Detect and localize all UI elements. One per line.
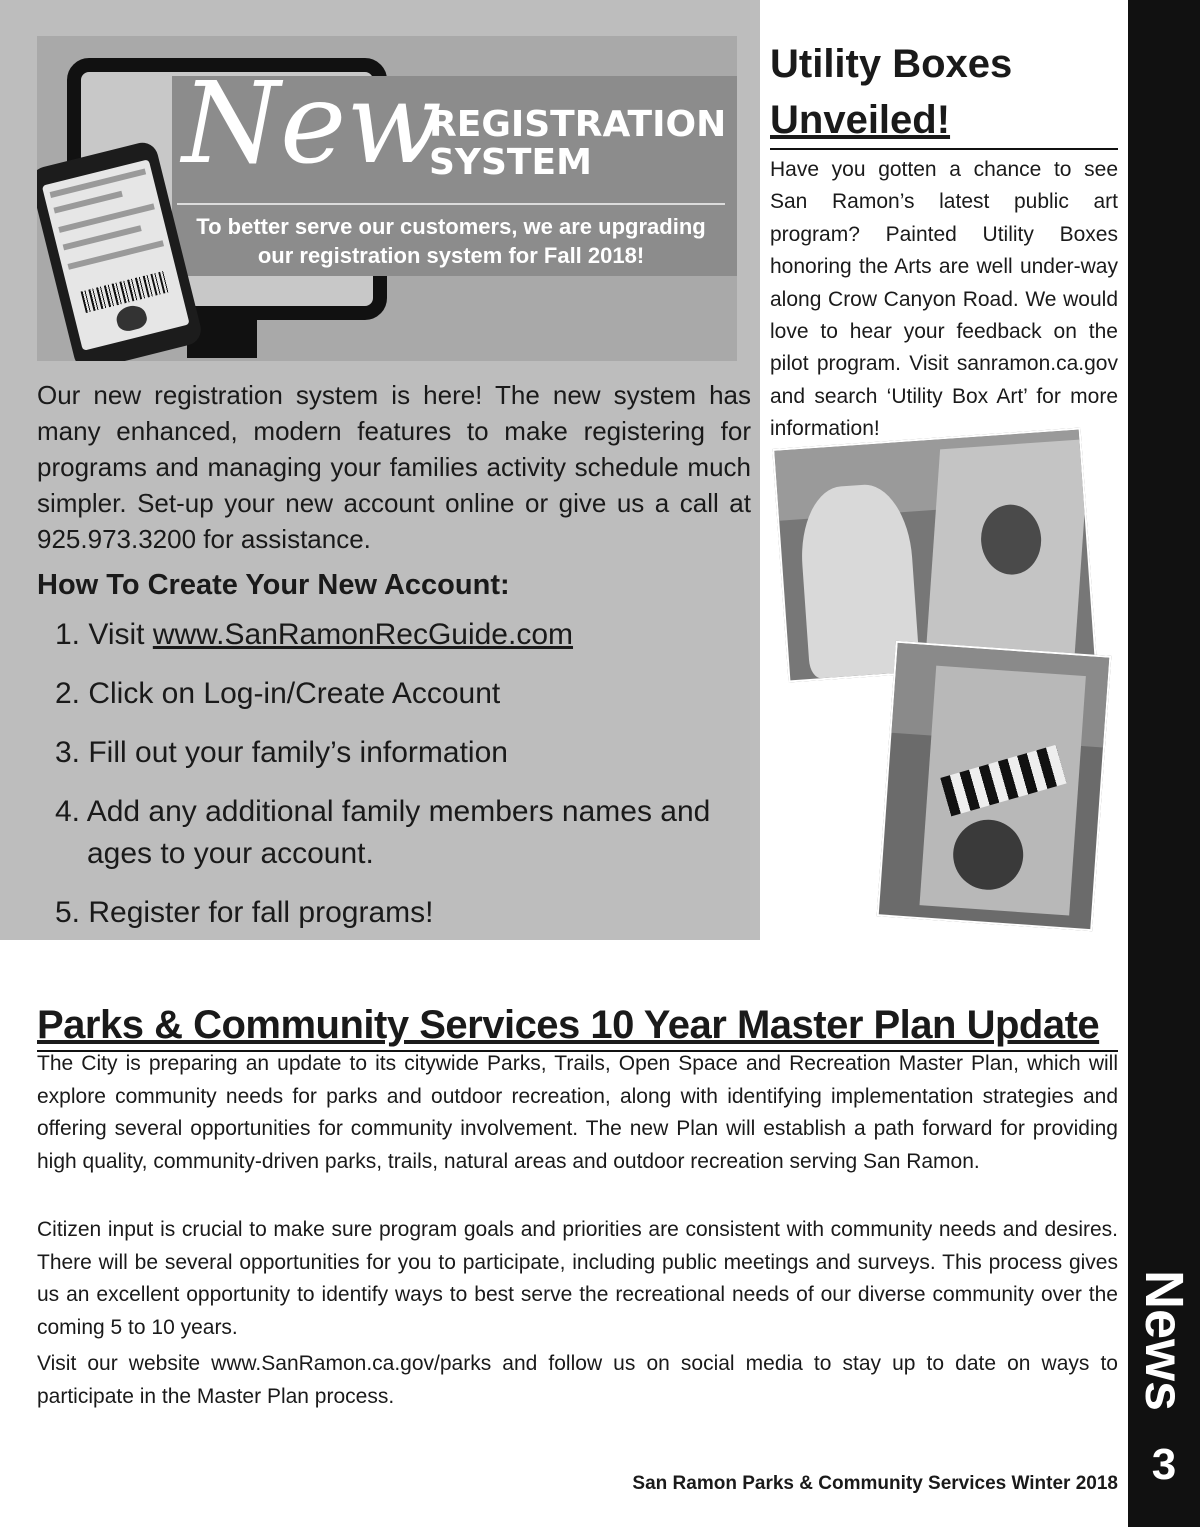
rec-guide-link[interactable]: www.SanRamonRecGuide.com — [152, 618, 574, 651]
banner-divider — [177, 203, 725, 205]
registration-panel — [0, 0, 760, 940]
banner-title-line1: REGISTRATION — [429, 104, 727, 145]
step-item: 2. Click on Log-in/Create Account — [55, 677, 501, 710]
registration-intro: Our new registration system is here! The new system has many enhanced, modern features to make registering for programs and managing your families activity schedule much simpler. Set-up your new account online or give us a call at 925.973.3200 for assistance. — [37, 380, 751, 554]
utility-boxes-body: Have you gotten a chance to see San Ramon’s latest public art program? Painted Utility Boxes honoring the Arts are well under-way along Crow Canyon Road. We would love to hear your feedback on the pilot program. Visit sanramon.ca.gov and search ‘Utility Box Art’ for more information! — [770, 158, 1118, 441]
account-steps-list — [55, 614, 755, 951]
banner-subtitle: To better serve our customers, we are upgrading our registration system for Fall 2018! — [196, 214, 706, 268]
utility-box-art-photo — [877, 641, 1112, 931]
banner-new-word: New — [182, 59, 443, 189]
master-plan-heading — [37, 1000, 1118, 1052]
step-item: 4. Add any additional family members names and ages to your account. — [55, 795, 711, 870]
master-plan-paragraph: Visit our website www.SanRamon.ca.gov/parks and follow us on social media to stay up to date on ways to participate in the Master Plan process. — [37, 1352, 1118, 1408]
page-number: 3 — [1151, 1440, 1177, 1489]
footer-text: San Ramon Parks & Community Services Winter 2018 — [632, 1473, 1118, 1494]
registration-banner — [37, 36, 737, 361]
utility-boxes-heading-line1: Utility Boxes — [770, 42, 1013, 86]
tree-logo-icon — [114, 303, 149, 334]
how-to-heading: How To Create Your New Account: — [37, 569, 510, 601]
master-plan-paragraph: Citizen input is crucial to make sure program goals and priorities are consistent with community needs and desires. There will be several opportunities for you to participate, including public meetings and surveys. This process gives us an excellent opportunity to identify ways to best serve the recreational needs of our diverse community over the coming 5 to 10 years. — [37, 1218, 1118, 1339]
banner-title — [429, 106, 726, 182]
phone-screen-bar — [50, 168, 147, 198]
step-1-prefix: 1. Visit — [55, 618, 153, 651]
step-item: 5. Register for fall programs! — [55, 896, 434, 929]
utility-boxes-heading — [770, 36, 1118, 150]
utility-boxes-heading-line2: Unveiled! — [770, 98, 951, 142]
banner-title-line2: SYSTEM — [429, 142, 592, 183]
step-item — [55, 614, 755, 656]
section-tab-label: News — [1134, 1270, 1194, 1412]
master-plan-paragraph: The City is preparing an update to its citywide Parks, Trails, Open Space and Recreation Master Plan, which will explore community needs for parks and outdoor recreation, along with identifying implementation strategies and offering several opportunities for community involvement. The new Plan will establish a path forward for providing high quality, community-driven parks, trails, natural areas and outdoor recreation serving San Ramon. — [37, 1052, 1118, 1173]
step-item: 3. Fill out your family’s information — [55, 736, 508, 769]
master-plan-heading-text: Parks & Community Services 10 Year Master Plan Update — [37, 1003, 1100, 1047]
